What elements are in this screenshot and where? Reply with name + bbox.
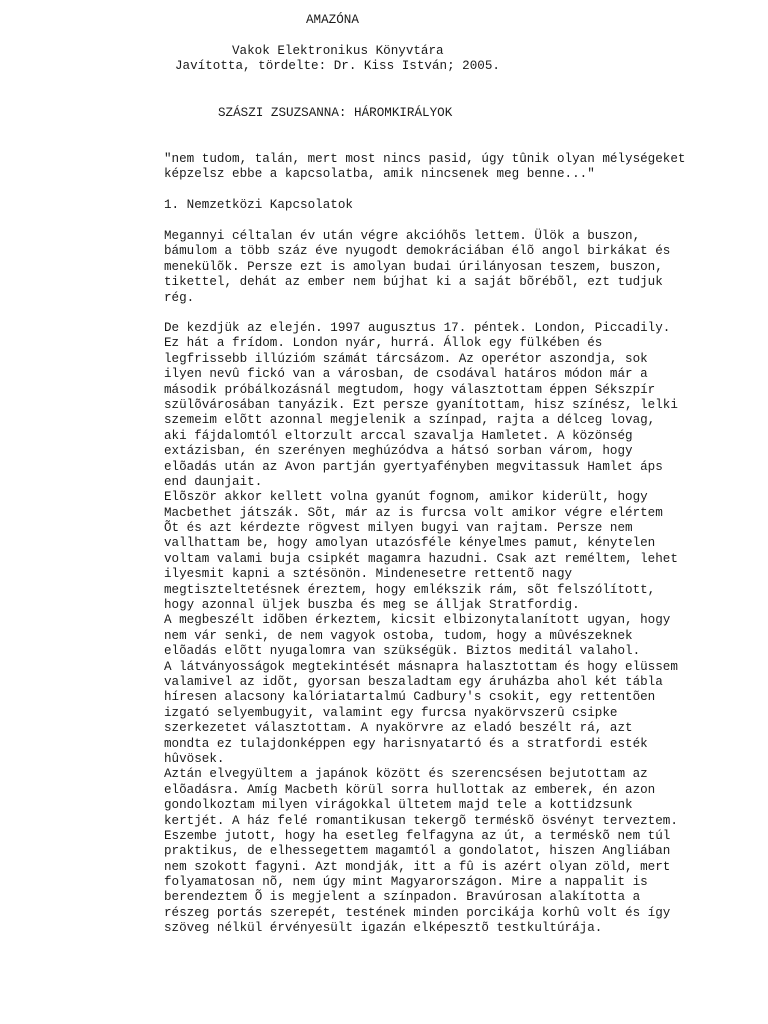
text-line: elõadás után az Avon partján gyertyafényben megvitassuk Hamlet áps (164, 459, 663, 474)
text-line: legfrissebb illúzióm számát tárcsázom. Az operétor aszondja, sok (164, 351, 648, 366)
epigraph (164, 152, 724, 183)
text-line: valamivel az idõt, gyorsan beszaladtam egy áruházba ahol két tábla (164, 674, 663, 689)
edition-credit: Javította, tördelte: Dr. Kiss István; 2005. (175, 59, 500, 73)
text-line: tikettel, dehát az ember nem bújhat ki a saját bõrébõl, ezt tudjuk (164, 275, 663, 290)
text-line: szöveg nélkül érvényesült igazán elképesztõ testkultúrája. (164, 921, 603, 936)
text-line: Eszembe jutott, hogy ha esetleg felfagyna az út, a terméskõ nem túl (164, 828, 671, 843)
text-line: De kezdjük az elején. 1997 augusztus 17. péntek. London, Piccadily. (164, 321, 671, 335)
text-line: ilyen nevû fickó van a városban, de csodával határos módon már a (164, 367, 648, 382)
text-line: szerkezetet választottam. A nyakörvre az eladó beszélt rá, azt (164, 721, 633, 736)
text-line: Elõször akkor kellett volna gyanút fognom, amikor kiderült, hogy (164, 490, 648, 505)
text-line: részeg portás szerepét, testének minden porcikája korhû volt és így (164, 905, 671, 920)
epigraph-line: "nem tudom, talán, mert most nincs pasid, úgy tûnik olyan mélységeket (164, 152, 686, 166)
text-line: izgató selyembugyit, valamint egy furcsa nyakörvszerû csipke (164, 705, 618, 720)
text-line: mondta ez tulajdonképpen egy harisnyatartó és a stratfordi esték (164, 736, 648, 751)
text-line: kertjét. A ház felé romantikusan tekergõ terméskõ ösvényt terveztem. (164, 813, 678, 828)
text-line: extázisban, én szerényen meghúzódva a hátsó sorban várom, hogy (164, 444, 633, 459)
text-line: menekülõk. Persze ezt is amolyan budai úrilányosan teszem, buszon, (164, 259, 663, 274)
text-line: voltam valami buja csipkét magamra hazudni. Csak azt reméltem, lehet (164, 551, 678, 566)
text-line: folyamatosan nõ, nem úgy mint Magyarországon. Mire a nappalit is (164, 875, 648, 890)
book-title: SZÁSZI ZSUZSANNA: HÁROMKIRÁLYOK (218, 106, 453, 120)
text-line: második próbálkozásnál megtudom, hogy választottam éppen Sékszpír (164, 382, 656, 397)
epigraph-line: képzelsz ebbe a kapcsolatba, amik nincsenek meg benne..." (164, 167, 595, 182)
text-line: A megbeszélt idõben érkeztem, kicsit elbizonytalanított ugyan, hogy (164, 613, 671, 628)
library-name: Vakok Elektronikus Könyvtára (232, 44, 444, 58)
text-line: Aztán elvegyültem a japánok között és szerencsésen bejutottam az (164, 767, 648, 782)
text-line: hûvösek. (164, 751, 225, 766)
paragraph-2 (164, 321, 724, 937)
text-line: Macbethet játszák. Sõt, már az is furcsa volt amikor végre elértem (164, 505, 663, 520)
text-line: elõadás elõtt nyugalomra van szükségük. Biztos meditál valahol. (164, 644, 641, 659)
text-line: hogy azonnal üljek buszba és meg se álljak Stratfordig. (164, 598, 580, 613)
text-line: szemeim elõtt azonnal megjelenik a színpad, rajta a délceg lovag, (164, 413, 656, 428)
text-line: ilyesmit kapni a sztésönön. Mindenesetre rettentõ nagy (164, 567, 573, 582)
text-line: nem szokott fagyni. Azt mondják, itt a fû is azért olyan zöld, mert (164, 859, 671, 874)
text-line: rég. (164, 290, 195, 305)
text-line: Megannyi céltalan év után végre akcióhõs lettem. Ülök a buszon, (164, 229, 641, 243)
text-line: híresen alacsony kalóriatartalmú Cadbury's csokit, egy rettentõen (164, 690, 656, 705)
text-line: aki fájdalomtól eltorzult arccal szavalja Hamletet. A közönség (164, 428, 633, 443)
text-line: szülõvárosában tanyázik. Ezt persze gyanítottam, hisz színész, lelki (164, 397, 678, 412)
paragraph-1 (164, 229, 724, 306)
text-line: elõadásra. Amíg Macbeth körül sorra hullottak az emberek, én azon (164, 782, 656, 797)
text-line: megtiszteltetésnek éreztem, hogy emlékszik rám, sõt felszólított, (164, 582, 656, 597)
text-line: A látványosságok megtekintését másnapra halasztottam és hogy elüssem (164, 659, 678, 674)
text-line: gondolkoztam milyen virágokkal ültetem majd tele a kottidzsunk (164, 798, 633, 813)
text-line: vallhattam be, hogy amolyan utazósféle kényelmes pamut, kénytelen (164, 536, 656, 551)
text-line: bámulom a több száz éve nyugodt demokráciában élõ angol birkákat és (164, 244, 671, 259)
text-line: Ez hát a frídom. London nyár, hurrá. Állok egy fülkében és (164, 336, 603, 351)
document-title: AMAZÓNA (306, 13, 359, 27)
text-line: nem vár senki, de nem vagyok ostoba, tudom, hogy a mûvészeknek (164, 628, 633, 643)
chapter-heading: 1. Nemzetközi Kapcsolatok (164, 198, 353, 212)
text-line: berendeztem Õ is megjelent a színpadon. Bravúrosan alakította a (164, 890, 641, 905)
text-line: Õt és azt kérdezte rögvest milyen bugyi van rajtam. Persze nem (164, 521, 633, 536)
text-line: end daunjait. (164, 474, 263, 489)
text-line: praktikus, de elhessegettem magamtól a gondolatot, hiszen Angliában (164, 844, 671, 859)
